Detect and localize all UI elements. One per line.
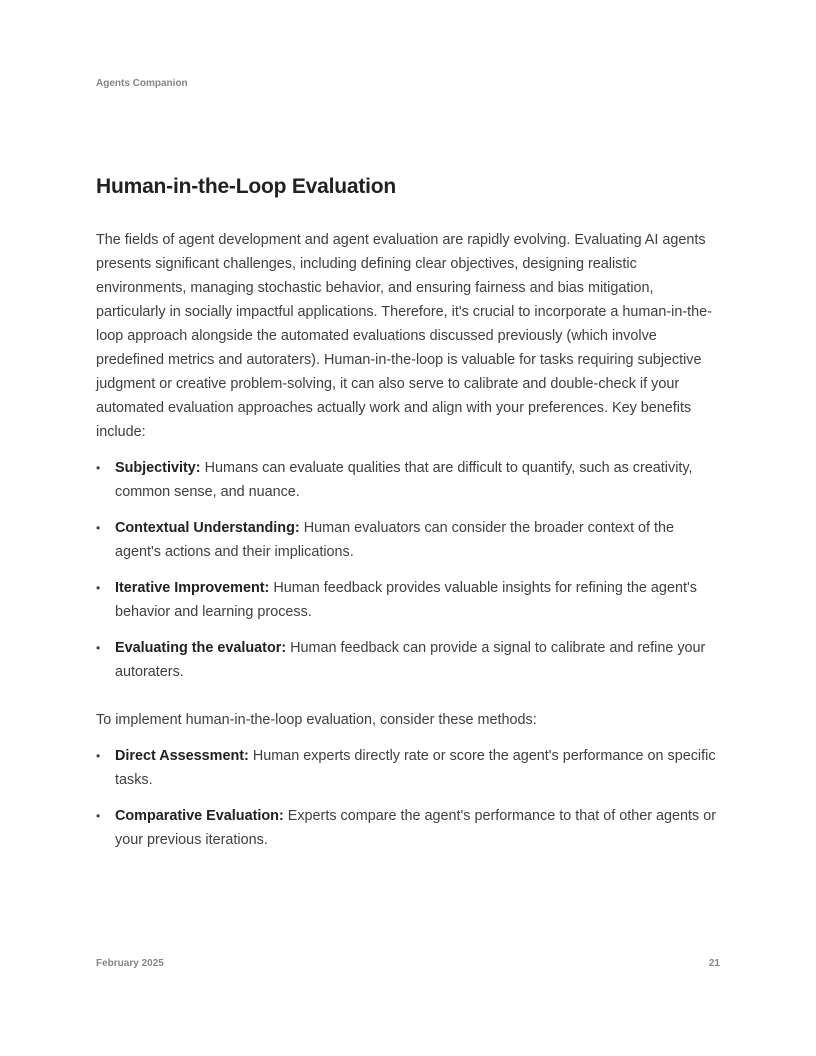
benefit-evaluating-the-evaluator: [96, 636, 722, 684]
method-term: Direct Assessment:: [115, 748, 249, 764]
bullet-icon: •: [96, 461, 101, 475]
method-comparative-evaluation: [96, 804, 722, 852]
footer-date: February 2025: [96, 958, 164, 969]
method-term: Comparative Evaluation:: [115, 808, 284, 824]
benefit-text: Human feedback provides valuable insights for refining the agent's behavior and learning process.: [115, 580, 697, 620]
benefit-contextual-understanding: [96, 516, 722, 564]
benefits-list: [96, 456, 722, 684]
page-number: 21: [708, 958, 720, 969]
page-title: Human-in-the-Loop Evaluation: [96, 175, 397, 198]
benefit-term: Subjectivity:: [115, 460, 201, 476]
benefit-text: Human feedback can provide a signal to calibrate and refine your autoraters.: [115, 640, 706, 680]
benefit-term: Evaluating the evaluator:: [115, 640, 287, 656]
benefit-text: Human evaluators can consider the broader context of the agent's actions and their implications.: [115, 520, 675, 560]
benefit-term: Contextual Understanding:: [115, 520, 300, 536]
main-content: [96, 228, 722, 852]
running-header: Agents Companion: [96, 78, 188, 89]
bullet-icon: •: [96, 749, 101, 763]
methods-intro-paragraph: To implement human-in-the-loop evaluation, consider these methods:: [96, 712, 537, 728]
bullet-icon: •: [96, 809, 101, 823]
bullet-icon: •: [96, 581, 101, 595]
method-text: Human experts directly rate or score the agent's performance on specific tasks.: [115, 748, 716, 788]
bullet-icon: •: [96, 641, 101, 655]
benefit-subjectivity: [96, 456, 722, 504]
benefit-term: Iterative Improvement:: [115, 580, 270, 596]
benefit-text: Humans can evaluate qualities that are difficult to quantify, such as creativity, common sense, and nuance.: [115, 460, 693, 500]
methods-list: [96, 744, 722, 852]
intro-paragraph: The fields of agent development and agent evaluation are rapidly evolving. Evaluating AI agents presents significant challenges, including defining clear objectives, designing realistic environments, managing stochastic behavior, and ensuring fairness and bias mitigation, particularly in socially impactful applications. Therefore, it's crucial to incorporate a human-in-the-loop approach alongside the automated evaluations discussed previously (which involve predefined metrics and autoraters). Human-in-the-loop is valuable for tasks requiring subjective judgment or creative problem-solving, it can also serve to calibrate and double-check if your automated evaluation approaches actually work and align with your preferences. Key benefits include:: [96, 232, 712, 440]
benefit-iterative-improvement: [96, 576, 722, 624]
method-text: Experts compare the agent's performance to that of other agents or your previous iterations.: [115, 808, 717, 848]
method-direct-assessment: [96, 744, 722, 792]
bullet-icon: •: [96, 521, 101, 535]
